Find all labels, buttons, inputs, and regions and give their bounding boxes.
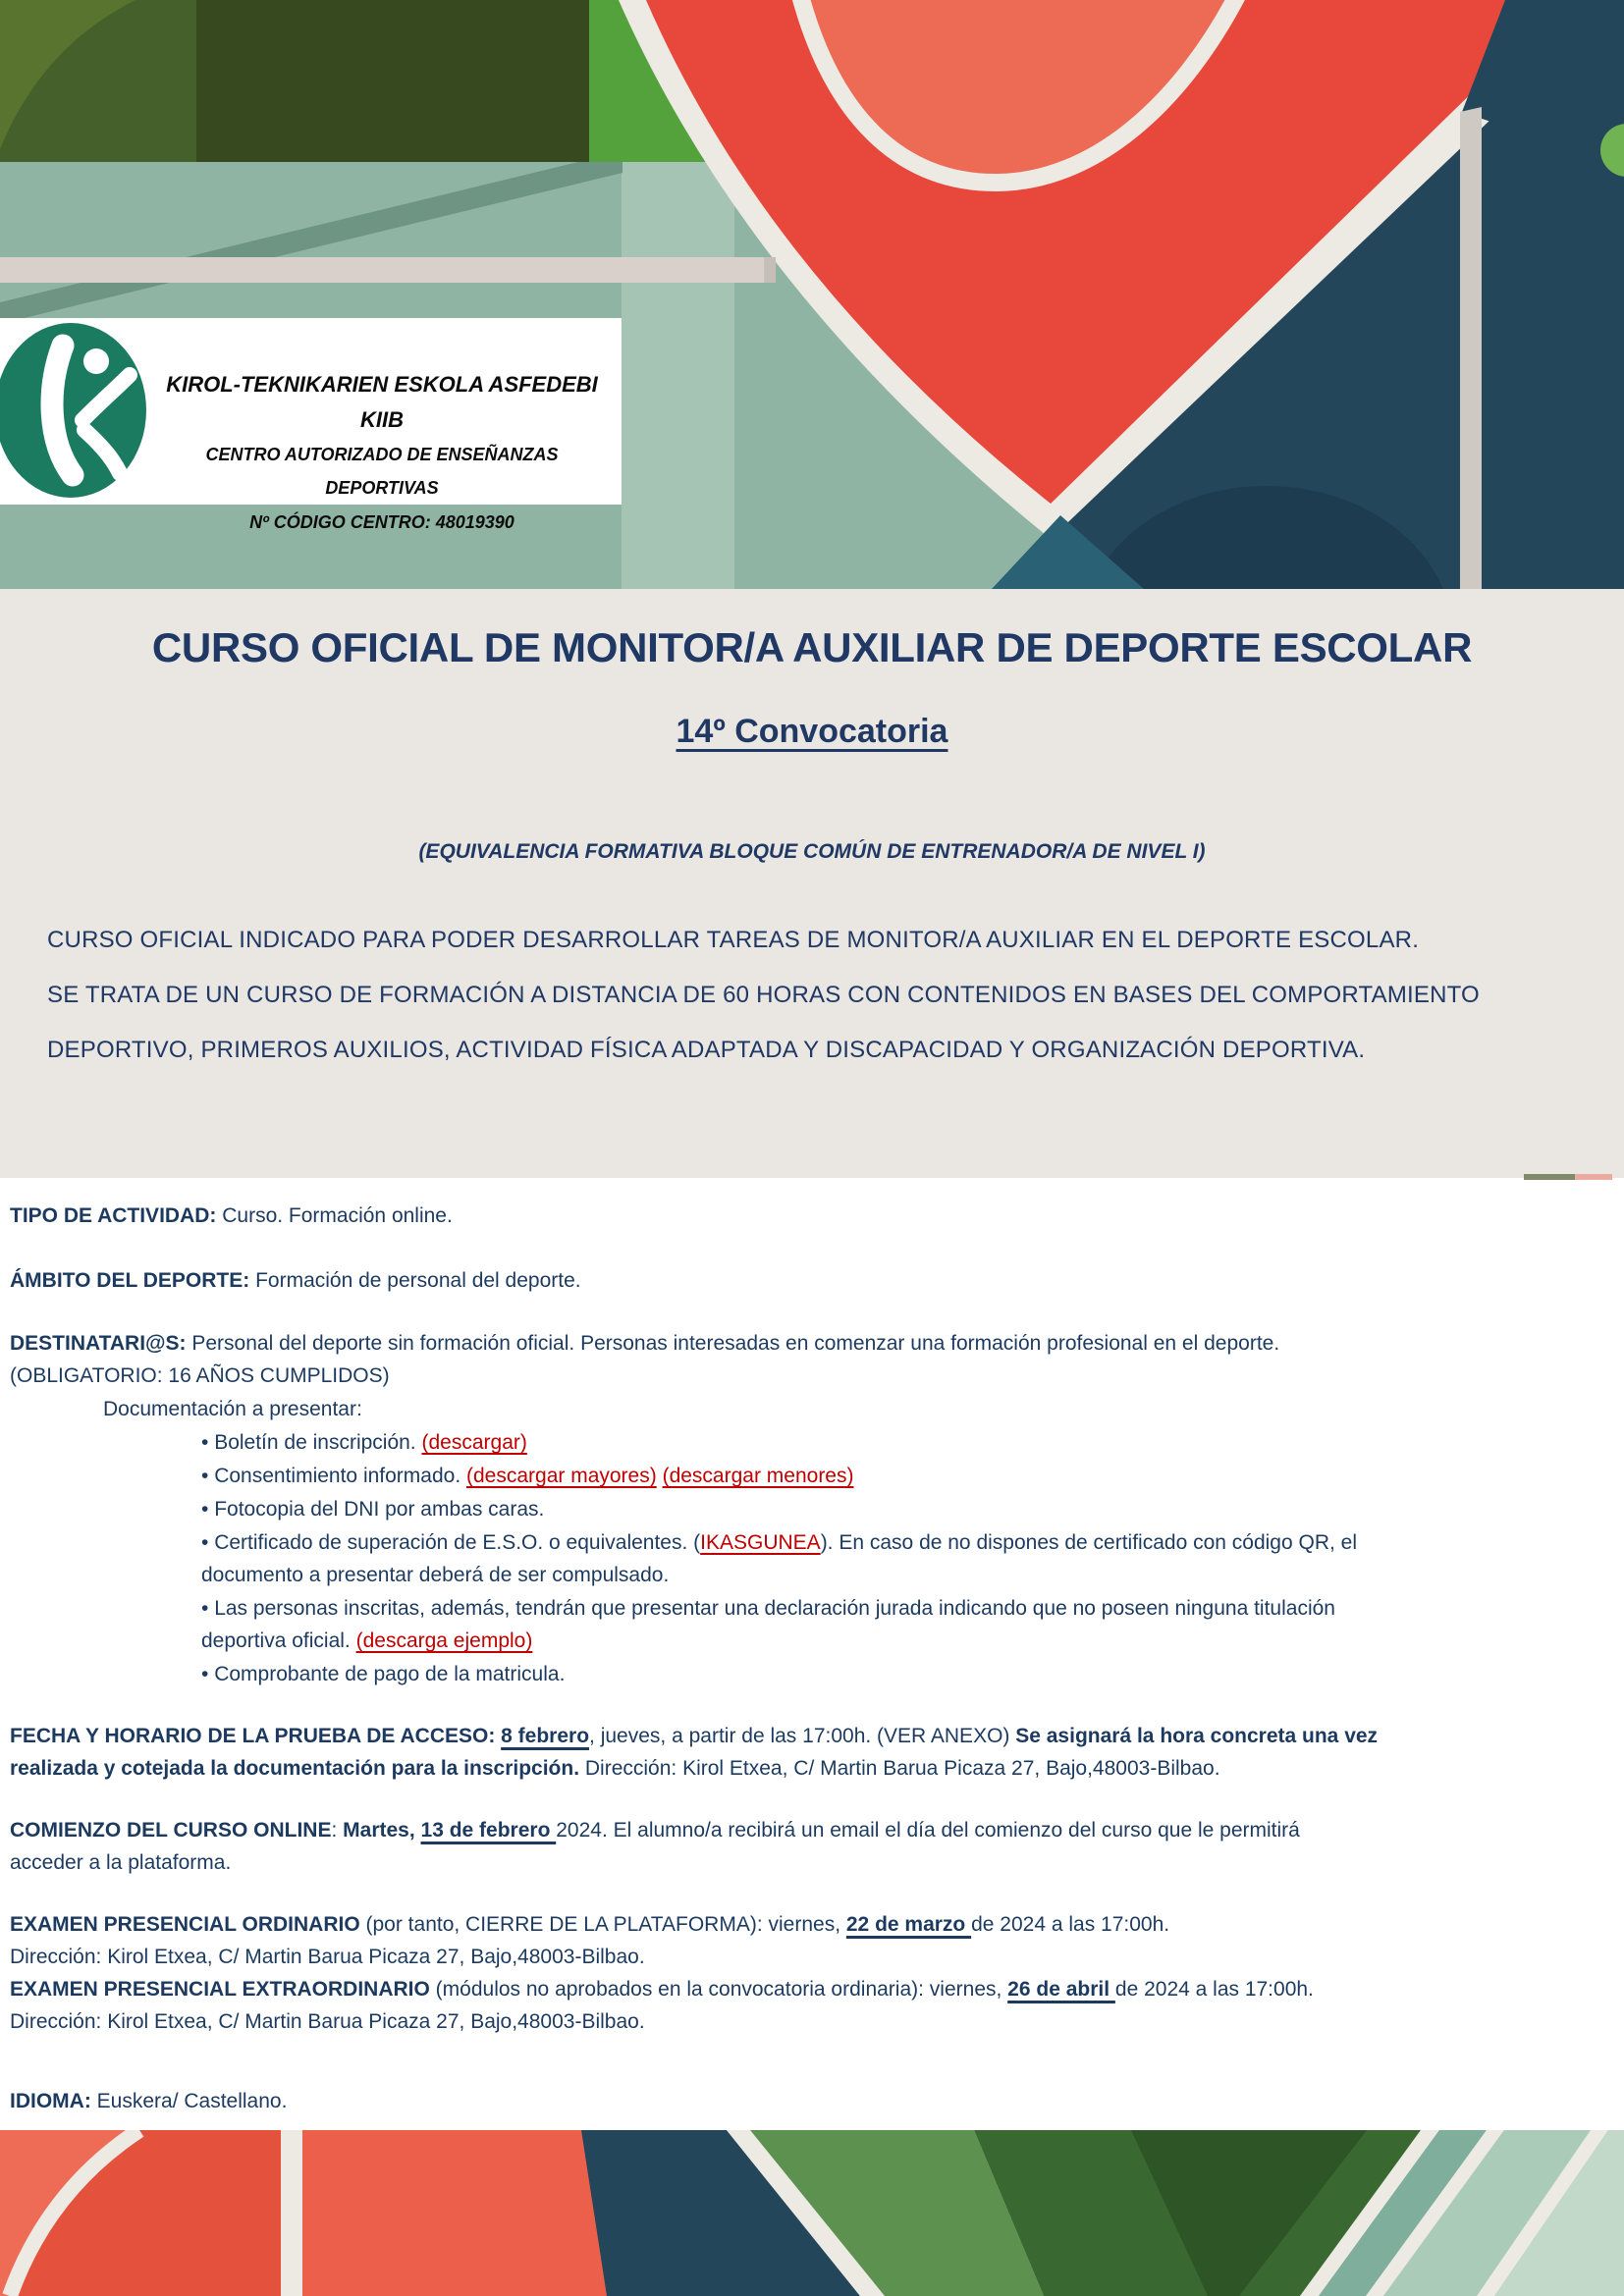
edge-dash-olive (1524, 1174, 1577, 1180)
bullet-declaracion-jurada: • Las personas inscritas, además, tendrán que presentar una declaración jurada indicando que no poseen ninguna titulación deportiva oficial. (descarga ejemplo) (201, 1597, 1335, 1652)
section-examen-extraordinario: EXAMEN PRESENCIAL EXTRAORDINARIO (módulos no aprobados en la convocatoria ordinaria): viernes, 26 de abril de 2024 a las 17:00h. (10, 1978, 1314, 2001)
intro-line-1: CURSO OFICIAL INDICADO PARA PODER DESARROLLAR TAREAS DE MONITOR/A AUXILIAR EN EL DEPORTE ESCOLAR. (47, 927, 1420, 953)
logo-line-1: KIROL-TEKNIKARIEN ESKOLA ASFEDEBI KIIB (166, 372, 598, 432)
examen-ordinario-date: 22 de marzo (845, 1913, 972, 1936)
intro-line-2: SE TRATA DE UN CURSO DE FORMACIÓN A DISTANCIA DE 60 HORAS CON CONTENIDOS EN BASES DEL COMPORTAMIENTO (47, 982, 1480, 1008)
section-tipo-actividad: TIPO DE ACTIVIDAD: Curso. Formación online. (10, 1204, 453, 1227)
intro-line-3: DEPORTIVO, PRIMEROS AUXILIOS, ACTIVIDAD FÍSICA ADAPTADA Y DISCAPACIDAD Y ORGANIZACIÓN DEPORTIVA. (47, 1037, 1366, 1063)
section-fecha-prueba-acceso: FECHA Y HORARIO DE LA PRUEBA DE ACCESO: 8 febrero, jueves, a partir de las 17:00h. (VER ANEXO) Se asignará la hora concreta una vez realizada y cotejada la documentación para la inscripción. Dirección: Kirol Etxea, C/ Martin Barua Picaza 27, Bajo,48003-Bilbao. (10, 1725, 1379, 1780)
direccion-extraordinario: Dirección: Kirol Etxea, C/ Martin Barua Picaza 27, Bajo,48003-Bilbao. (10, 2010, 645, 2033)
logo-line-3: Nº CÓDIGO CENTRO: 48019390 (249, 512, 514, 532)
ikasgunea-link[interactable]: IKASGUNEA (700, 1531, 821, 1554)
descargar-mayores-link[interactable]: (descargar mayores) (466, 1465, 657, 1487)
school-logo-icon (0, 318, 161, 505)
descargar-link[interactable]: (descargar) (421, 1431, 527, 1454)
convocatoria-subtitle: 14º Convocatoria (676, 713, 948, 750)
section-examen-ordinario: EXAMEN PRESENCIAL ORDINARIO (por tanto, CIERRE DE LA PLATAFORMA): viernes, 22 de marzo de 2024 a las 17:00h. (10, 1913, 1170, 1936)
edge-dash-pink (1575, 1174, 1612, 1180)
section-comienzo-curso: COMIENZO DEL CURSO ONLINE: Martes, 13 de febrero 2024. El alumno/a recibirá un email el día del comienzo del curso que le permitirá acceder a la plataforma. (10, 1819, 1300, 1874)
bullet-certificado-eso: • Certificado de superación de E.S.O. o equivalentes. (IKASGUNEA). En caso de no dispones de certificado con código QR, el documento a presentar deberá de ser compulsado. (201, 1531, 1358, 1586)
comienzo-date: 13 de febrero (420, 1819, 557, 1842)
bullet-boletin: • Boletín de inscripción. (descargar) (201, 1431, 527, 1454)
direccion-ordinario: Dirección: Kirol Etxea, C/ Martin Barua Picaza 27, Bajo,48003-Bilbao. (10, 1946, 645, 1968)
descarga-ejemplo-link[interactable]: (descarga ejemplo) (355, 1629, 533, 1652)
bullet-comprobante-pago: • Comprobante de pago de la matricula. (201, 1663, 566, 1685)
title-panel (0, 589, 1624, 1178)
logo-box (0, 318, 622, 532)
fecha-prueba-date: 8 febrero (501, 1725, 590, 1747)
course-title: CURSO OFICIAL DE MONITOR/A AUXILIAR DE DEPORTE ESCOLAR (151, 624, 1473, 670)
destinatarios-obligatorio: (OBLIGATORIO: 16 AÑOS CUMPLIDOS) (10, 1364, 390, 1387)
footer-artwork (0, 2130, 1624, 2296)
logo-line-2: CENTRO AUTORIZADO DE ENSEÑANZAS DEPORTIVAS (205, 445, 559, 498)
section-idioma: IDIOMA: Euskera/ Castellano. (10, 2090, 288, 2112)
doc-header: Documentación a presentar: (103, 1398, 362, 1420)
equivalencia-note: (EQUIVALENCIA FORMATIVA BLOQUE COMÚN DE ENTRENADOR/A DE NIVEL I) (418, 840, 1206, 863)
logo-text (147, 367, 617, 540)
section-ambito-deporte: ÁMBITO DEL DEPORTE: Formación de personal del deporte. (10, 1269, 581, 1292)
descargar-menores-link[interactable]: (descargar menores) (662, 1465, 854, 1487)
section-destinatarios: DESTINATARI@S: Personal del deporte sin formación oficial. Personas interesadas en comenzar una formación profesional en el deporte. (10, 1332, 1280, 1355)
examen-extraordinario-date: 26 de abril (1007, 1978, 1115, 2001)
bullet-fotocopia-dni: • Fotocopia del DNI por ambas caras. (201, 1498, 545, 1521)
bullet-consentimiento: • Consentimiento informado. (descargar mayores) (descargar menores) (201, 1465, 854, 1487)
intro-paragraph (47, 913, 1579, 1078)
